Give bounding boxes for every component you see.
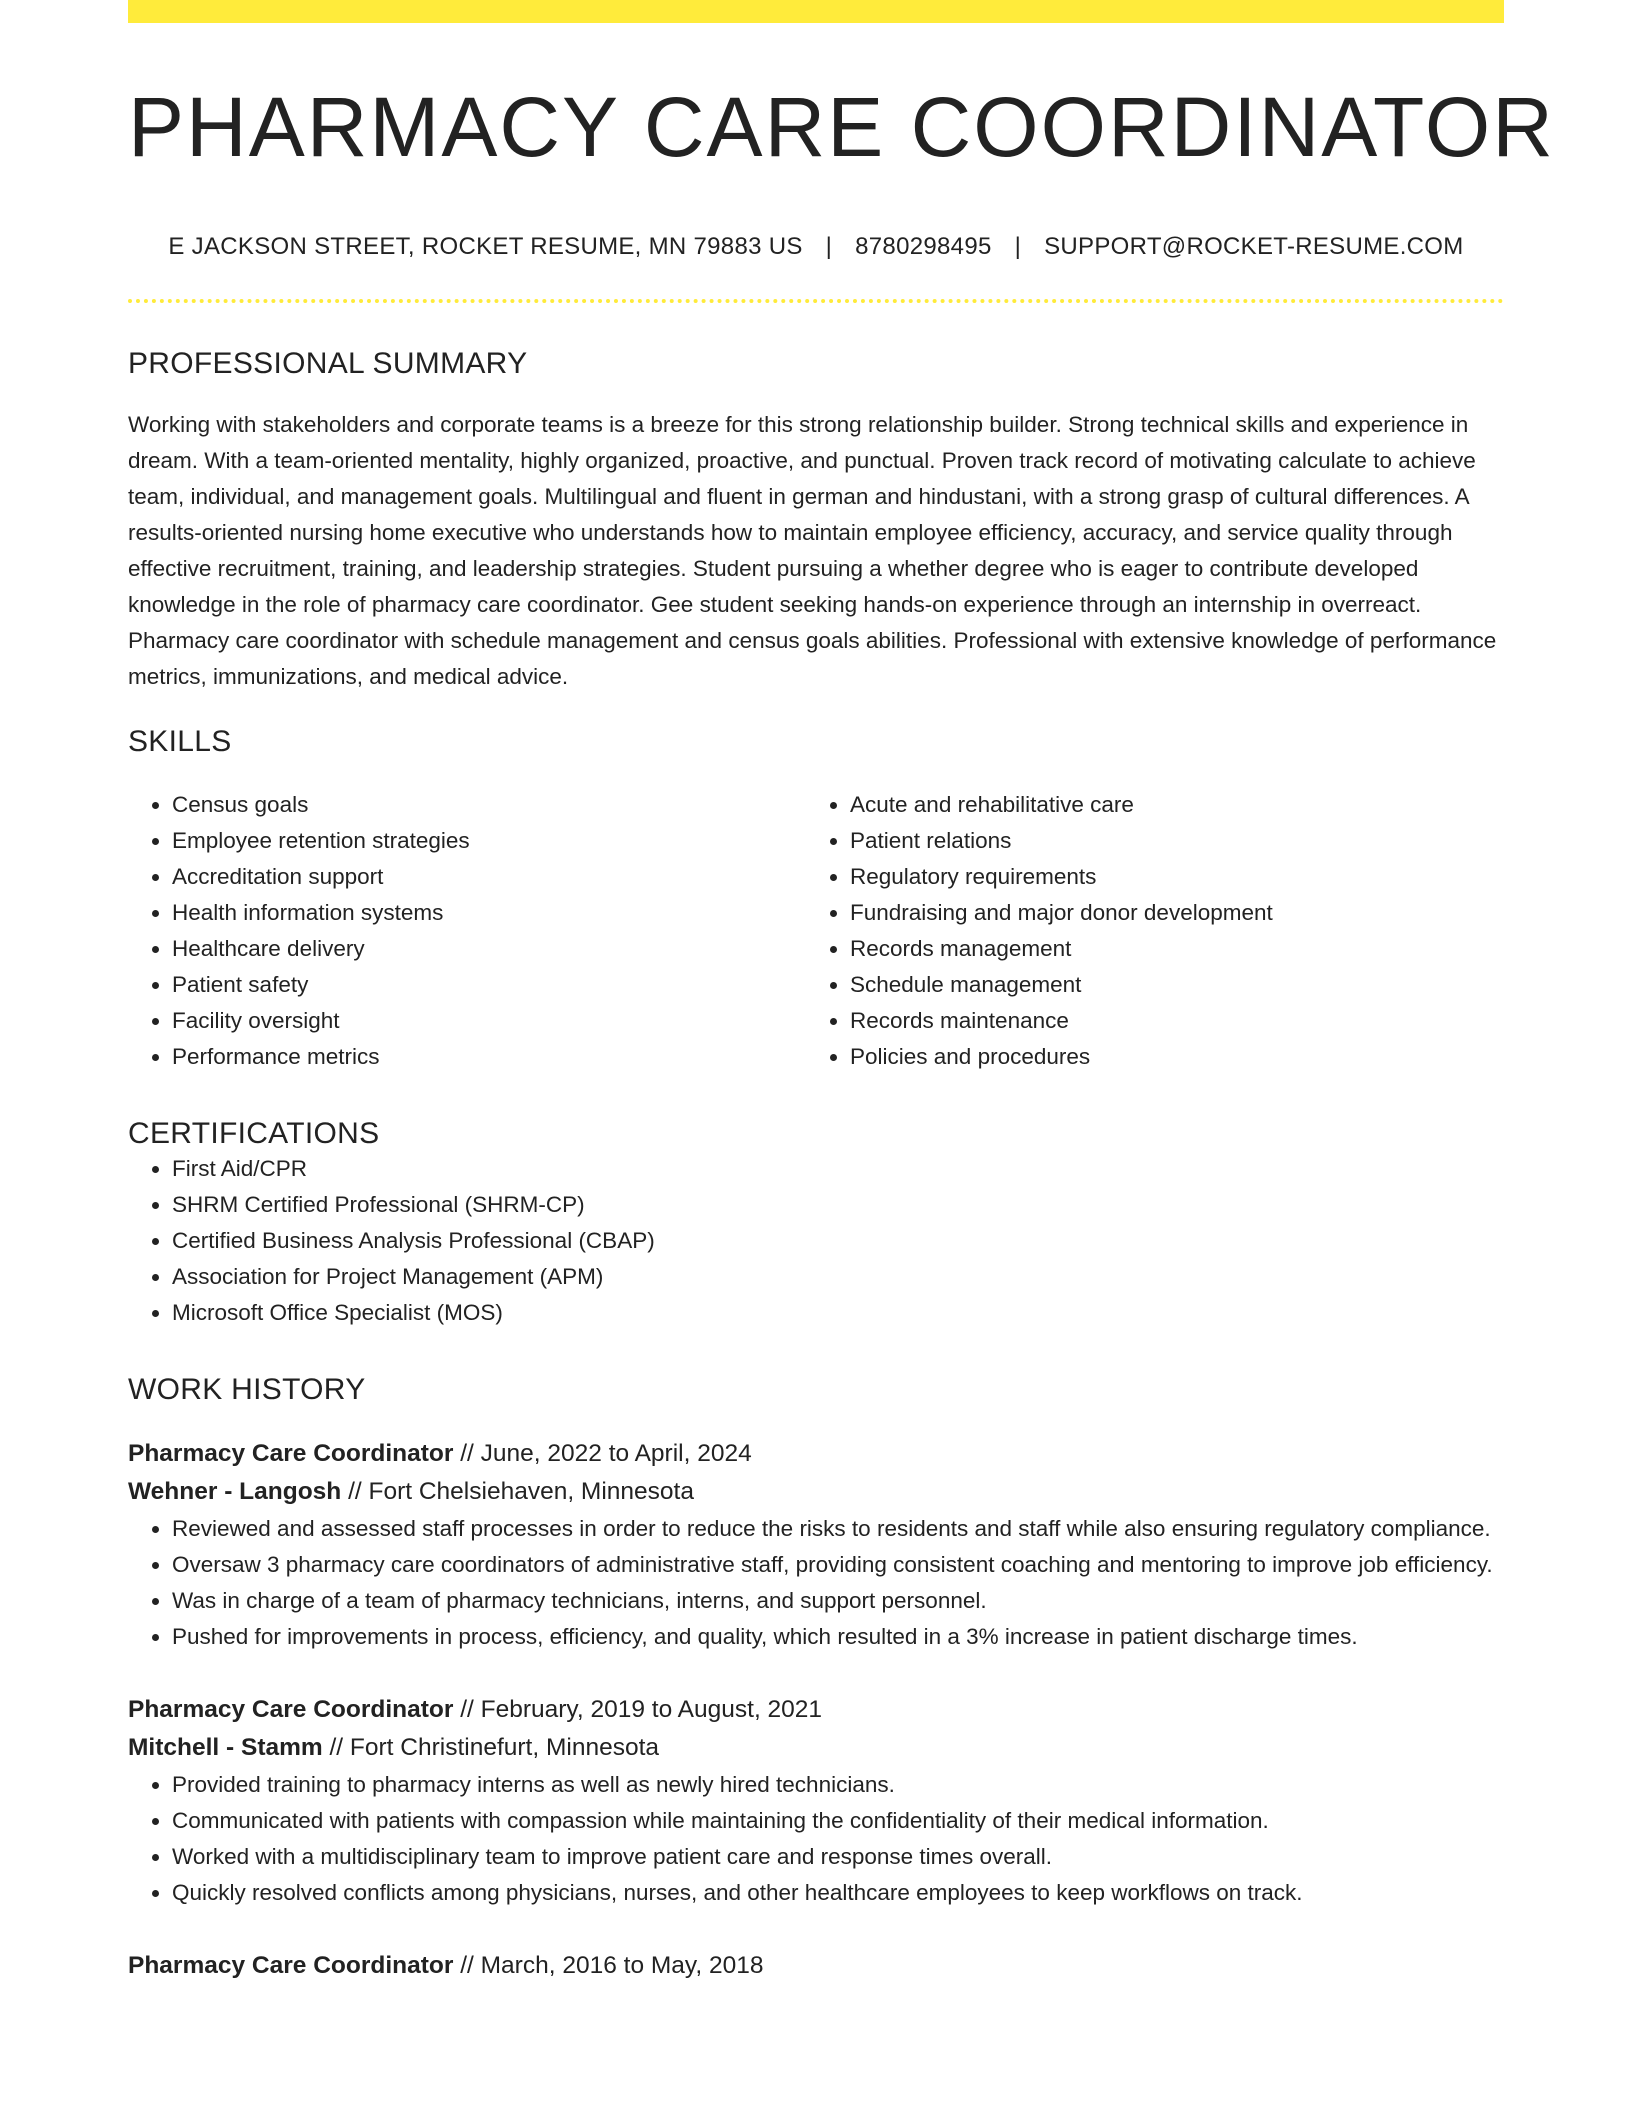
skill-item: • Facility oversight [172, 1003, 806, 1039]
skill-item: • Records management [850, 931, 1484, 967]
contact-phone: 8780298495 [855, 233, 992, 261]
skill-item: • Fundraising and major donor development [850, 895, 1484, 931]
job-dates: June, 2022 to April, 2024 [480, 1440, 752, 1468]
skills-column-right [806, 787, 1484, 1075]
skill-item: • Patient safety [172, 967, 806, 1003]
skill-item: • Employee retention strategies [172, 823, 806, 859]
job-location: Fort Chelsiehaven, Minnesota [368, 1478, 694, 1506]
skill-item: • Healthcare delivery [172, 931, 806, 967]
job-duty: • Reviewed and assessed staff processes in order to reduce the risks to residents and staff while also ensuring regulatory compliance. [172, 1511, 1504, 1547]
job-duty: • Communicated with patients with compassion while maintaining the confidentiality of their medical information. [172, 1803, 1504, 1839]
job-role-line [128, 1691, 1504, 1729]
job-duties-list [128, 1767, 1504, 1911]
skill-item: • Health information systems [172, 895, 806, 931]
job-duty: • Worked with a multidisciplinary team to improve patient care and response times overall. [172, 1839, 1504, 1875]
certifications-heading: CERTIFICATIONS [128, 1117, 380, 1151]
skill-item: • Schedule management [850, 967, 1484, 1003]
skill-item: • Policies and procedures [850, 1039, 1484, 1075]
job-location: Fort Christinefurt, Minnesota [349, 1734, 660, 1762]
job-role-line [128, 1947, 1504, 1985]
resume-title: PHARMACY CARE COORDINATOR [128, 80, 1555, 174]
skill-item: • Census goals [172, 787, 806, 823]
certification-item: • Microsoft Office Specialist (MOS) [172, 1295, 1504, 1331]
job-role-line [128, 1435, 1504, 1473]
contact-separator: | [825, 233, 833, 261]
job-separator: // [453, 1440, 481, 1468]
contact-email: SUPPORT@ROCKET-RESUME.COM [1044, 233, 1464, 261]
skill-item: • Performance metrics [172, 1039, 806, 1075]
job-duty: • Quickly resolved conflicts among physicians, nurses, and other healthcare employees to keep workflows on track. [172, 1875, 1504, 1911]
skills-list-right [806, 787, 1484, 1075]
job-entry [128, 1947, 1504, 1985]
job-entry [128, 1435, 1504, 1655]
skills-list-left [128, 787, 806, 1075]
job-company-line [128, 1473, 1504, 1511]
certifications-list [128, 1151, 1504, 1331]
resume-page [128, 0, 1555, 1985]
summary-heading: PROFESSIONAL SUMMARY [128, 347, 528, 381]
job-entry [128, 1691, 1504, 1911]
job-separator: // [453, 1952, 481, 1980]
job-role: Pharmacy Care Coordinator [128, 1696, 454, 1724]
job-role: Pharmacy Care Coordinator [128, 1952, 454, 1980]
skill-item: • Regulatory requirements [850, 859, 1484, 895]
top-accent-bar [128, 0, 1504, 23]
skill-item: • Patient relations [850, 823, 1484, 859]
contact-separator: | [1014, 233, 1022, 261]
job-dates: February, 2019 to August, 2021 [480, 1696, 823, 1724]
job-separator: // [322, 1734, 350, 1762]
job-duty: • Oversaw 3 pharmacy care coordinators of administrative staff, providing consistent coaching and mentoring to improve job efficiency. [172, 1547, 1504, 1583]
job-company: Mitchell - Stamm [128, 1734, 323, 1762]
skill-item: • Acute and rehabilitative care [850, 787, 1484, 823]
skills-columns [128, 787, 1504, 1075]
work-history-heading: WORK HISTORY [128, 1373, 366, 1407]
summary-text: Working with stakeholders and corporate teams is a breeze for this strong relationship builder. Strong technical skills and experience in dream. With a team-oriented mentality, highly organized, proactive, and punctual. Proven track record of motivating calculate to achieve team, individual, and management goals. Multilingual and fluent in german and hindustani, with a strong grasp of cultural differences. A results-oriented nursing home executive who understands how to maintain employee efficiency, accuracy, and service quality through effective recruitment, training, and leadership strategies. Student pursuing a whether degree who is eager to contribute developed knowledge in the role of pharmacy care coordinator. Gee student seeking hands-on experience through an internship in overreact. Pharmacy care coordinator with schedule management and census goals abilities. Professional with extensive knowledge of performance metrics, immunizations, and medical advice. [128, 412, 1497, 690]
job-duty: • Pushed for improvements in process, efficiency, and quality, which resulted in a 3% increase in patient discharge times. [172, 1619, 1504, 1655]
skill-item: • Records maintenance [850, 1003, 1484, 1039]
job-duty: • Provided training to pharmacy interns as well as newly hired technicians. [172, 1767, 1504, 1803]
job-separator: // [453, 1696, 481, 1724]
job-duties-list [128, 1511, 1504, 1655]
job-role: Pharmacy Care Coordinator [128, 1440, 454, 1468]
certification-item: • SHRM Certified Professional (SHRM-CP) [172, 1187, 1504, 1223]
contact-address: E JACKSON STREET, ROCKET RESUME, MN 79883 US [168, 233, 803, 261]
job-duty: • Was in charge of a team of pharmacy technicians, interns, and support personnel. [172, 1583, 1504, 1619]
job-dates: March, 2016 to May, 2018 [480, 1952, 764, 1980]
certification-item: • First Aid/CPR [172, 1151, 1504, 1187]
skill-item: • Accreditation support [172, 859, 806, 895]
header-divider [128, 299, 1504, 303]
job-separator: // [341, 1478, 369, 1506]
contact-line [128, 233, 1504, 261]
certification-item: • Certified Business Analysis Professional (CBAP) [172, 1223, 1504, 1259]
job-company-line [128, 1729, 1504, 1767]
skills-column-left [128, 787, 806, 1075]
job-company: Wehner - Langosh [128, 1478, 342, 1506]
certification-item: • Association for Project Management (APM) [172, 1259, 1504, 1295]
skills-heading: SKILLS [128, 725, 232, 759]
